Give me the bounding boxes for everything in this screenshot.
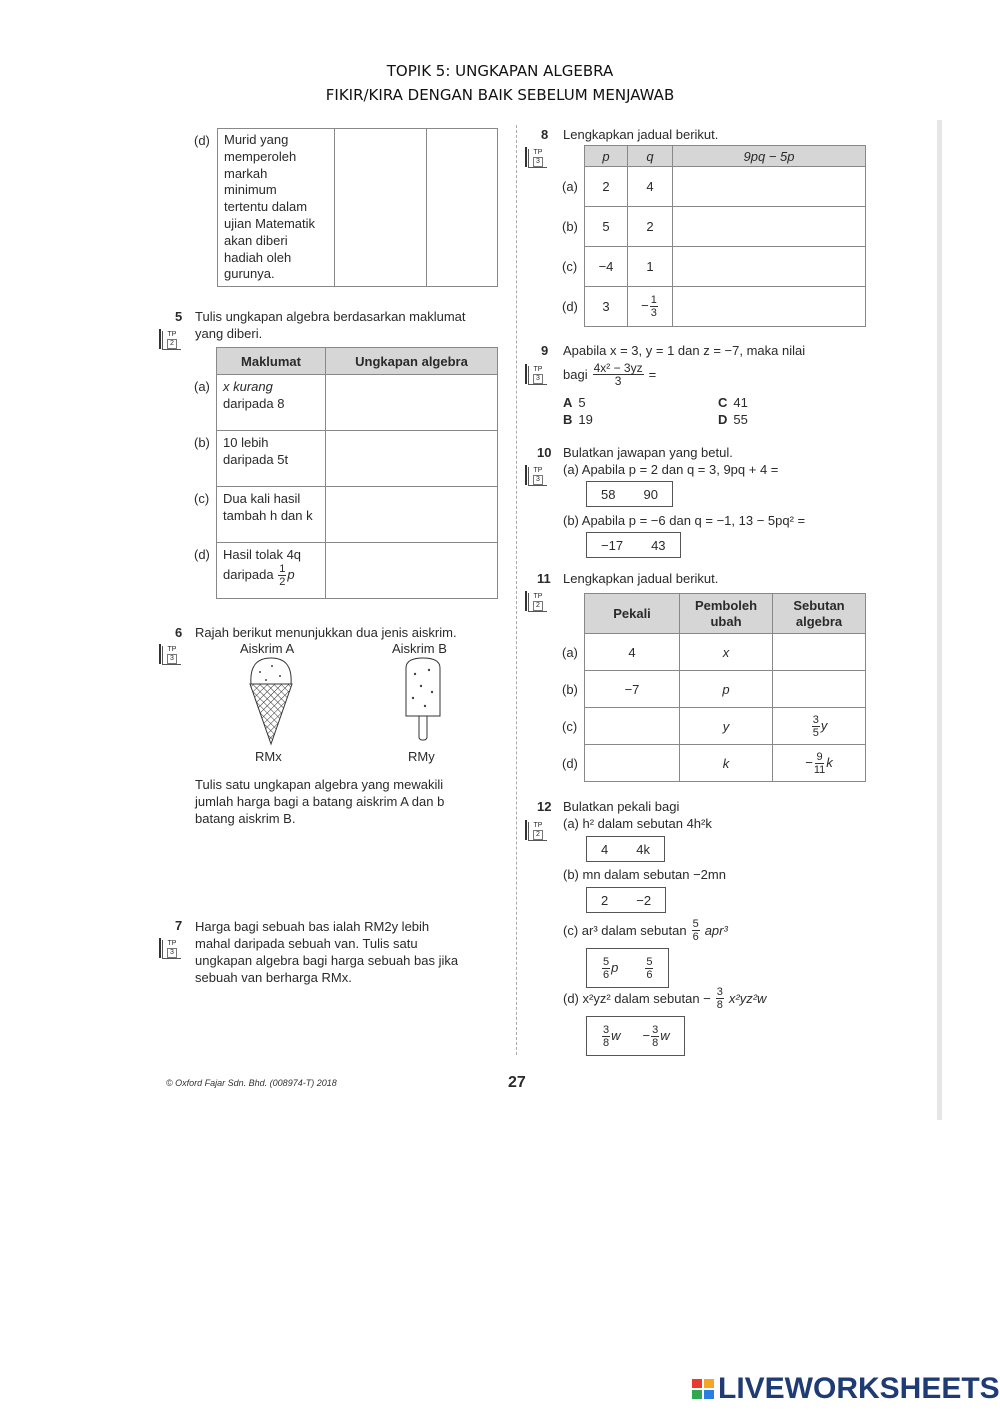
- q11-number: 11: [537, 571, 551, 586]
- q5-row-label: (c): [194, 490, 210, 506]
- q9-expression: bagi $\frac{\text{4x² − 3yz}}{3}$ =: [563, 361, 657, 388]
- q11-row-label: (a): [562, 644, 578, 660]
- q12c-choice[interactable]: $\frac{5}{6}$ p: [603, 955, 619, 981]
- q11-ubah: k: [680, 745, 773, 782]
- tp-badge: TP 3: [528, 467, 547, 486]
- q8-answer-cell[interactable]: [673, 167, 866, 207]
- q7-number: 7: [175, 918, 183, 933]
- q8-header-expr: 9pq − 5p: [673, 146, 866, 167]
- q11-row-label: (d): [562, 755, 578, 771]
- q8-row-label: (b): [562, 219, 578, 234]
- q8-row-label: (a): [562, 179, 578, 194]
- q12c-choices: [586, 948, 669, 988]
- q8-q-value: 4: [628, 167, 673, 207]
- fraction: $\frac{3}{8}$: [716, 986, 723, 1011]
- fraction: $\frac{5}{6}$: [692, 918, 699, 943]
- q11-row-label: (c): [562, 718, 578, 734]
- q5-row-info: Hasil tolak 4q daripada $\frac{1}{2}$ p: [217, 543, 326, 599]
- tp-badge: TP 3: [162, 940, 181, 959]
- q11-answer-cell[interactable]: [585, 708, 680, 745]
- fraction: $\frac{1}{2}$: [279, 563, 286, 588]
- q11-answer-cell[interactable]: [773, 634, 866, 671]
- aiskrim-b-title: Aiskrim B: [392, 641, 447, 656]
- q12-instruction: Bulatkan pekali bagi: [563, 799, 680, 814]
- q10-instruction: Bulatkan jawapan yang betul.: [563, 445, 733, 460]
- tp-badge: TP 2: [528, 822, 547, 841]
- aiskrim-b-price: RMy: [408, 749, 435, 764]
- page-edge-shadow: [937, 120, 942, 1120]
- liveworksheets-brand: [692, 1372, 1000, 1406]
- liveworksheets-logo-icon: [692, 1379, 714, 1399]
- q5-table: [194, 347, 498, 599]
- q6-line: Tulis satu ungkapan algebra yang mewakili: [195, 777, 444, 792]
- q8-p-value: −4: [585, 247, 628, 287]
- q4d-info-cell: [218, 129, 335, 287]
- q4d-line: tertentu dalam: [224, 199, 308, 215]
- tp-badge: TP 3: [528, 366, 547, 385]
- q11-header-ubah: Pemboleh ubah: [680, 594, 773, 634]
- q10a-choice[interactable]: 58: [601, 486, 616, 502]
- q5-instruction: [195, 308, 466, 342]
- q12a-choices: [586, 836, 665, 862]
- q5-row-label: (b): [194, 434, 210, 450]
- q8-row-label: (c): [562, 259, 578, 274]
- ice-cream-stick-icon: [401, 656, 445, 742]
- q5-answer-cell[interactable]: [326, 487, 498, 543]
- brand-name: LIVEWORKSHEETS: [718, 1372, 1000, 1405]
- q5-header-maklumat: Maklumat: [217, 348, 326, 375]
- q8-answer-cell[interactable]: [673, 207, 866, 247]
- q8-p-value: 2: [585, 167, 628, 207]
- q10a-question: (a) Apabila p = 2 dan q = 3, 9pq + 4 =: [563, 462, 779, 477]
- q5-answer-cell[interactable]: [326, 431, 498, 487]
- q12c-question: (c) ar³ dalam sebutan $\frac{5}{6}$ apr³: [563, 918, 728, 943]
- q5-row-info: x kurang daripada 8: [217, 375, 326, 431]
- q7-line: sebuah van berharga RMx.: [195, 970, 352, 985]
- q5-row-info: Dua kali hasil tambah h dan k: [217, 487, 326, 543]
- q4d-line: akan diberi: [224, 232, 288, 248]
- tp-badge: TP 2: [528, 593, 547, 612]
- q4d-table: [217, 128, 498, 287]
- q12d-question: (d) x²yz² dalam sebutan − $\frac{3}{8}$ x²yz²w: [563, 986, 767, 1011]
- q4d-line: Murid yang: [224, 132, 289, 147]
- q12a-question: (a) h² dalam sebutan 4h²k: [563, 816, 712, 831]
- fraction: $\frac{\text{4x² − 3yz}}{3}$: [593, 361, 643, 388]
- q8-header-p: p: [585, 146, 628, 167]
- q4d-line: ujian Matematik: [224, 215, 316, 231]
- q10-number: 10: [537, 445, 552, 460]
- q5-answer-cell[interactable]: [326, 375, 498, 431]
- q9-number: 9: [541, 343, 549, 358]
- q4d-line: gurunya.: [224, 266, 275, 282]
- column-divider: [516, 125, 517, 1055]
- q11-answer-cell[interactable]: [585, 745, 680, 782]
- q5-line: Tulis ungkapan algebra berdasarkan maklumat: [195, 309, 466, 324]
- fraction: $\frac{3}{5}$: [812, 713, 819, 739]
- q10a-choice[interactable]: 90: [643, 486, 658, 502]
- q8-q-value: 2: [628, 207, 673, 247]
- q4d-label: (d): [194, 133, 210, 148]
- q8-number: 8: [541, 127, 549, 142]
- q8-answer-cell[interactable]: [673, 287, 866, 327]
- q11-row-label: (b): [562, 681, 578, 697]
- q7-line: ungkapan algebra bagi harga sebuah bas jika: [195, 953, 459, 968]
- q5-number: 5: [175, 309, 183, 324]
- q12d-choices: [586, 1016, 685, 1056]
- q4d-line: minimum: [224, 182, 277, 198]
- q5-row-info: 10 lebih daripada 5t: [217, 431, 326, 487]
- q9-instruction: Apabila x = 3, y = 1 dan z = −7, maka nilai: [563, 343, 806, 358]
- q11-pekali: −7: [585, 671, 680, 708]
- q8-row-label: (d): [562, 299, 578, 314]
- q12a-choice[interactable]: 4k: [636, 841, 650, 857]
- q12a-choice[interactable]: 4: [601, 841, 609, 857]
- q8-q-value: − $\frac{1}{3}$: [628, 287, 673, 327]
- q5-header-ungkapan: Ungkapan algebra: [326, 348, 498, 375]
- ice-cream-cone-icon: [246, 656, 296, 746]
- fraction: $\frac{9}{11}$: [813, 750, 826, 776]
- q11-table: [562, 593, 866, 782]
- q11-ubah: p: [680, 671, 773, 708]
- q10b-choice[interactable]: −17: [601, 537, 624, 553]
- q4d-answer-cell-2[interactable]: [427, 129, 498, 287]
- page-number: 27: [508, 1074, 526, 1091]
- aiskrim-a-price: RMx: [255, 749, 282, 764]
- q11-instruction: Lengkapkan jadual berikut.: [563, 571, 719, 586]
- q11-sebutan: − $\frac{9}{11}$ k: [773, 745, 866, 782]
- q8-table: [562, 145, 866, 327]
- q9-option[interactable]: B 19: [563, 412, 593, 427]
- q12d-choice[interactable]: $\frac{3}{8}$ w: [603, 1023, 621, 1049]
- q5-row-label: (a): [194, 378, 210, 394]
- q6-number: 6: [175, 625, 183, 640]
- q6-line: batang aiskrim B.: [195, 811, 296, 826]
- q12b-question: (b) mn dalam sebutan −2mn: [563, 867, 726, 882]
- page-title: TOPIK 5: UNGKAPAN ALGEBRA: [386, 62, 614, 80]
- tp-badge: TP 3: [528, 149, 547, 168]
- q12-number: 12: [537, 799, 552, 814]
- q12b-choice[interactable]: −2: [636, 892, 652, 908]
- q6-description: [195, 776, 444, 827]
- q8-q-value: 1: [628, 247, 673, 287]
- tp-badge: TP 3: [162, 646, 181, 665]
- q11-sebutan: $\frac{3}{5}$ y: [773, 708, 866, 745]
- q11-ubah: x: [680, 634, 773, 671]
- fraction: $\frac{1}{3}$: [650, 294, 657, 319]
- tp-badge: TP 2: [162, 331, 181, 350]
- q6-instruction: Rajah berikut menunjukkan dua jenis aiskrim.: [195, 625, 457, 640]
- q10b-choice[interactable]: 43: [651, 537, 666, 553]
- q8-p-value: 5: [585, 207, 628, 247]
- q11-header-pekali: Pekali: [585, 594, 680, 634]
- q6-line: jumlah harga bagi a batang aiskrim A dan b: [195, 794, 445, 809]
- q11-answer-cell[interactable]: [773, 671, 866, 708]
- q11-pekali: 4: [585, 634, 680, 671]
- q5-answer-cell[interactable]: [326, 543, 498, 599]
- q10b-question: (b) Apabila p = −6 dan q = −1, 13 − 5pq² =: [563, 513, 806, 528]
- q5-row-label: (d): [194, 546, 210, 562]
- q12b-choice[interactable]: 2: [601, 892, 609, 908]
- q9-option[interactable]: D 55: [718, 412, 748, 427]
- q4d-line: markah: [224, 165, 268, 181]
- page-subtitle: FIKIR/KIRA DENGAN BAIK SEBELUM MENJAWAB: [325, 86, 675, 104]
- q10b-choices: [586, 532, 681, 558]
- q8-answer-cell[interactable]: [673, 247, 866, 287]
- q8-p-value: 3: [585, 287, 628, 327]
- q7-instruction: [195, 918, 458, 986]
- q5-line: yang diberi.: [195, 326, 263, 341]
- q12b-choices: [586, 887, 666, 913]
- q8-header-q: q: [628, 146, 673, 167]
- q7-line: Harga bagi sebuah bas ialah RM2y lebih: [195, 919, 430, 934]
- q4d-line: memperoleh: [224, 148, 297, 164]
- q9-option[interactable]: C 41: [718, 395, 748, 410]
- q9-option[interactable]: A 5: [563, 395, 586, 410]
- q4d-line: hadiah oleh: [224, 249, 292, 265]
- q8-instruction: Lengkapkan jadual berikut.: [563, 127, 719, 142]
- q10a-choices: [586, 481, 673, 507]
- q7-line: mahal daripada sebuah van. Tulis satu: [195, 936, 418, 951]
- q4d-answer-cell-1[interactable]: [334, 129, 427, 287]
- q11-ubah: y: [680, 708, 773, 745]
- copyright: © Oxford Fajar Sdn. Bhd. (008974-T) 2018: [166, 1078, 337, 1088]
- q12d-choice[interactable]: − $\frac{3}{8}$ w: [642, 1023, 670, 1049]
- q12c-choice[interactable]: $\frac{5}{6}$: [646, 955, 653, 981]
- q11-header-sebutan: Sebutan algebra: [773, 594, 866, 634]
- aiskrim-a-title: Aiskrim A: [240, 641, 295, 656]
